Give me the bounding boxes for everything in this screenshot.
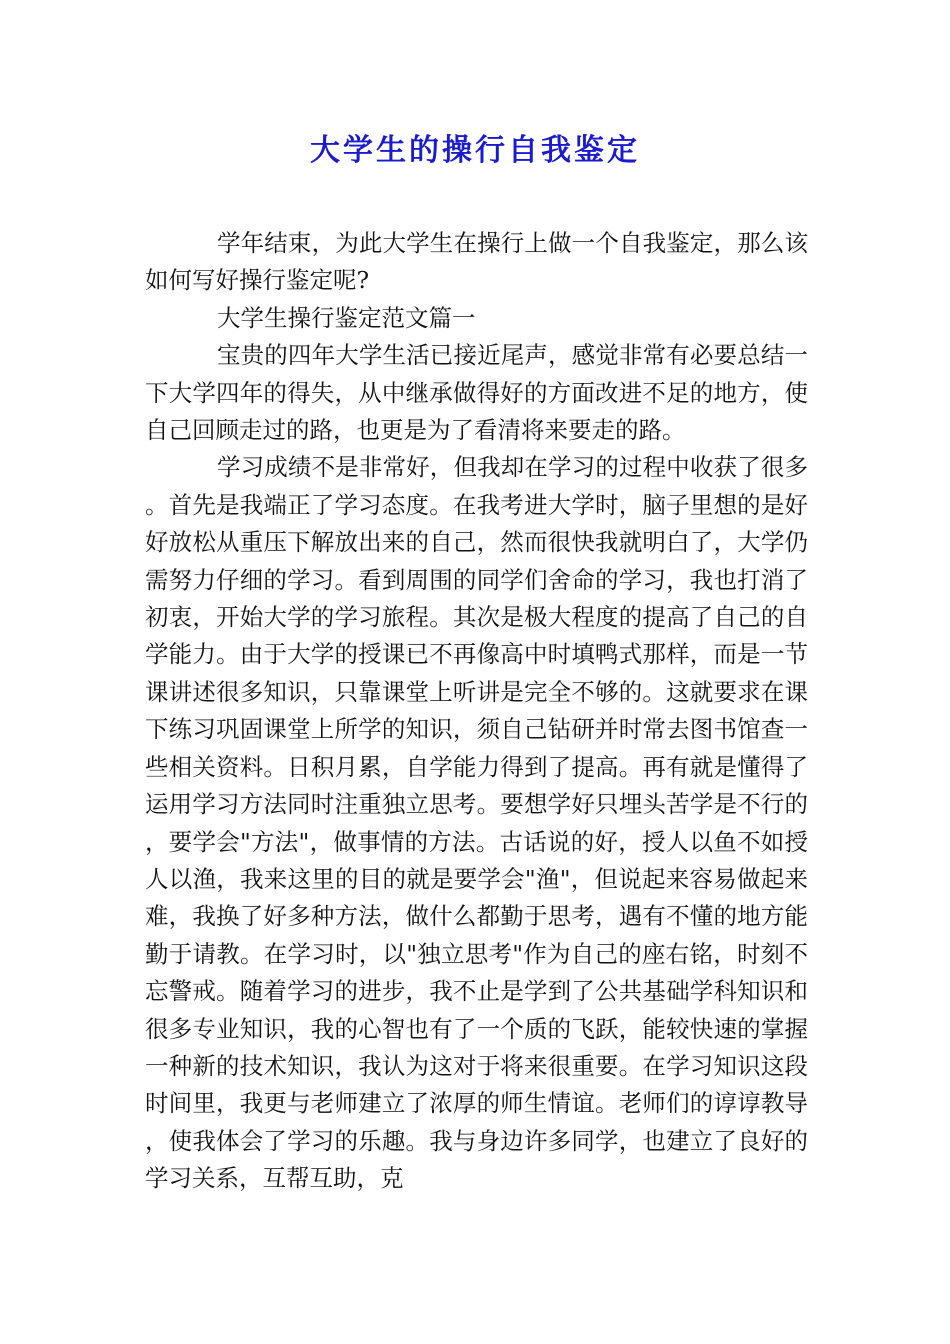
summary-paragraph: 宝贵的四年大学生活已接近尾声，感觉非常有必要总结一下大学四年的得失，从中继承做得好的方面改进不足的地方，使自己回顾走过的路，也更是为了看清将来要走的路。	[145, 341, 808, 445]
intro-paragraph: 学年结束，为此大学生在操行上做一个自我鉴定，那么该如何写好操行鉴定呢?	[145, 229, 808, 295]
document-body	[145, 225, 808, 1198]
section-heading-paragraph: 大学生操行鉴定范文篇一	[217, 303, 476, 332]
study-paragraph: 学习成绩不是非常好，但我却在学习的过程中收获了很多。首先是我端正了学习态度。在我考进大学时，脑子里想的是好好放松从重压下解放出来的自己，然而很快我就明白了，大学仍需努力仔细的学习。看到周围的同学们舍命的学习，我也打消了初衷，开始大学的学习旅程。其次是极大程度的提高了自己的自学能力。由于大学的授课已不再像高中时填鸭式那样，而是一节课讲述很多知识，只靠课堂上听讲是完全不够的。这就要求在课下练习巩固课堂上所学的知识，须自己钻研并时常去图书馆查一些相关资料。日积月累，自学能力得到了提高。再有就是懂得了运用学习方法同时注重独立思考。要想学好只埋头苦学是不行的，要学会"方法"，做事情的方法。古话说的好，授人以鱼不如授人以渔，我来这里的目的就是要学会"渔"，但说起来容易做起来难，我换了好多种方法，做什么都勤于思考，遇有不懂的地方能勤于请教。在学习时，以"独立思考"作为自己的座右铭，时刻不忘警戒。随着学习的进步，我不止是学到了公共基础学科知识和很多专业知识，我的心智也有了一个质的飞跃，能较快速的掌握一种新的技术知识，我认为这对于将来很重要。在学习知识这段时间里，我更与老师建立了浓厚的师生情谊。老师们的谆谆教导，使我体会了学习的乐趣。我与身边许多同学，也建立了良好的学习关系，互帮互助，克	[145, 453, 808, 1193]
document-title: 大学生的操行自我鉴定	[310, 133, 640, 168]
